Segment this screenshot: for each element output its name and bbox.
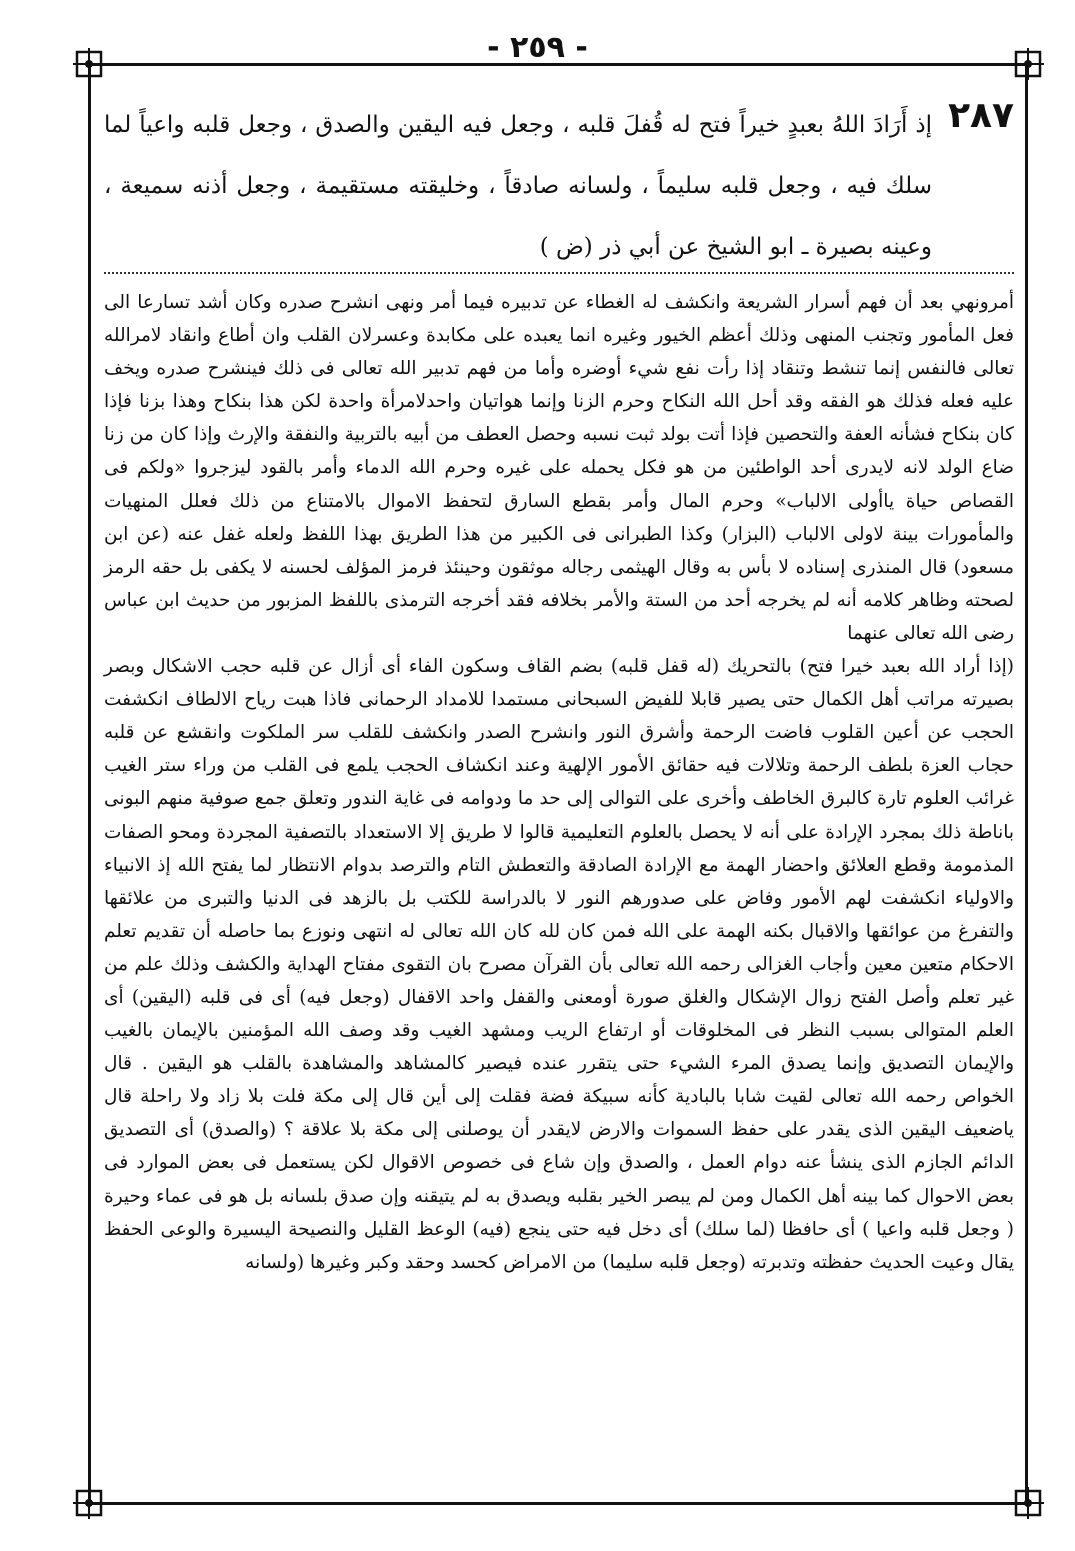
commentary-paragraph: (إذا أراد الله بعبد خيرا فتح) بالتحريك (له قفل قلبه) بضم القاف وسكون الفاء أى أزال عن قلبه حجب الاشكال وبصر بصيرته مراتب أهل الكمال حتى يصير قابلا للفيض السبحانى مستمدا للامداد الرحمانى فاذا هبت رياح الالطاف انكشفت الحجب عن أعين القلوب فاضت الرحمة وأشرق النور وانشرح الصدر وانكشف للقلب سر الملكوت وانقشع عن قلبه حجاب العزة بلطف الرحمة وتلالات فيه حقائق الأمور الإلهية وعند انكشاف الحجب يلمع فى القلب من وراء ستر الغيب غرائب العلوم تارة كالبرق الخاطف وأخرى على التوالى إلى حد ما ودوامه فى غاية الندور وتعلق جمع صوفية منهم البونى باناطة ذلك بمجرد الإرادة على أنه لا يحصل بالعلوم التعليمية قالوا لا طريق إلا الاستعداد بالتصفية المجردة ومحو الصفات المذمومة وقطع العلائق واحضار الهمة مع الإرادة الصادقة والتعطش التام والترصد بدوام الانتظار لما يفتح الله إذ الانبياء والاولياء انكشفت لهم الأمور وفاض على صدورهم النور لا بالدراسة للكتب بل بالزهد فى الدنيا والتبرى من علائقها والتفرغ من عوائقها والاقبال بكنه الهمة على الله فمن كان لله كان الله تعالى له انتهى ونوزع بما حاصله أن تقديم تعلم الاحكام متعين معين وأجاب الغزالى رحمه الله تعالى بأن القرآن مصرح بان التقوى مفتاح الهداية والكشف وذلك علم من غير تعلم وأصل الفتح زوال الإشكال والغلق صورة أومعنى والقفل واحد الاقفال (وجعل فيه) أى فى قلبه (اليقين) أى العلم المتوالى بسبب النظر فى المخلوقات أو ارتفاع الريب ومشهد الغيب وقد وصف الله المؤمنين بالإيمان بالغيب والإيمان التصديق وإنما يصدق المرء الشيء حتى يتقرر عنده فيصير كالمشاهد والمشاهدة بالقلب هو اليقين . قال الخواص رحمه الله تعالى لقيت شابا بالبادية كأنه سبيكة فضة فقلت إلى أين قال إلى مكة فلت بلا زاد ولا راحلة قال ياضعيف اليقين الذى يقدر على حفظ السموات والارض لايقدر أن يوصلنى إلى مكة بلا علاقة ؟ (والصدق) أى التصديق الدائم الجازم الذى ينشأ عنه دوام العمل ، والصدق وإن شاع فى خصوص الاقوال لكن يستعمل فى بعض الموارد فى بعض الاحوال كما بينه أهل الكمال ومن لم يبصر الخير بقلبه ويصدق به لم يتيقنه وإن صدق بلسانه بل هو فى عماء وحيرة ( وجعل قلبه واعيا ) أى حافظا (لما سلك) أى دخل فيه حتى ينجع (فيه) الوعظ القليل والنصيحة اليسيرة والوعى الحفظ يقال وعيت الحديث حفظته وتدبرته (وجعل قلبه سليما) من الامراض كحسد وحقد وكبر وغيرها (ولسانه <box>104 656 1014 1273</box>
frame-bottom-rule <box>88 1502 1028 1505</box>
page-number: - ٢٥٩ - <box>487 30 588 65</box>
hadith-text: إذ أَرَادَ اللهُ بعبدٍ خيراً فتح له قُفلَ قلبه ، وجعل فيه اليقين والصدق ، وجعل قلبه واعياً لما سلك فيه ، وجعل قلبه سليماً ، ولسانه صادقاً ، وخليقته مستقيمة ، وجعل أذنه سميعة ، وعينه بصيرة ـ ابو الشيخ عن أبي ذر (ض ) <box>104 112 932 260</box>
ornament-top-right-icon <box>1010 46 1046 82</box>
commentary <box>104 286 1014 1279</box>
commentary-paragraph: أمرونهي بعد أن فهم أسرار الشريعة وانكشف له الغطاء عن تدبيره فيما أمر ونهى انشرح صدره وكان أشد تسارعا الى فعل المأمور وتجنب المنهى وذلك أعظم الخيور وغيره انما يعبده على مكابدة وعسرلان القلب وان أطاع وانقاد لامرالله تعالى فالنفس إنما تنشط وتنقاد إذا رأت نفع شيء أوضره وأما من فهم تدبير الله تعالى فى ذلك فينشرح صدره ويخف عليه فعله فذلك هو الفقه وقد أحل الله النكاح وحرم الزنا وإنما هواتيان واحدلامرأة واحدة لكن هذا بنكاح وهذا بزنا فإذا كان بنكاح فشأنه العفة والتحصين فإذا أتت بولد ثبت نسبه وحصل العطف من أبيه بالتربية والنفقة والإرث وإذا كان من زنا ضاع الولد لانه لايدرى أحد الواطئين من هو فكل يحمله على غيره وحرم الله الدماء وأمر بالقود ليزجروا «ولكم فى القصاص حياة ياأولى الالباب» وحرم المال وأمر بقطع السارق لتحفظ الاموال بالامتناع من ذلك فعلل المنهيات والمأمورات بينة لاولى الالباب (البزار) وكذا الطبرانى فى الكبير من هذا الطريق بهذا اللفظ ولعله غفل عنه (عن ابن مسعود) قال المنذرى إسناده لا بأس به وقال الهيثمى رجاله موثقون وحينئذ فرمز المؤلف لحسنه لا يكفى بل حقه الرمز لصحته وظاهر كلامه أنه لم يخرجه أحد من الستة والأمر بخلافه فقد أخرجه الترمذى باللفظ المزبور من حديث ابن عباس رضى الله تعالى عنهما <box>104 292 1014 644</box>
section-divider <box>104 272 1014 274</box>
ornament-top-left-icon <box>71 46 107 82</box>
ornament-bottom-left-icon <box>71 1485 107 1521</box>
hadith-block <box>104 95 1014 278</box>
frame-top-rule <box>88 63 1028 66</box>
ornament-bottom-right-icon <box>1010 1485 1046 1521</box>
hadith-number: ٢٨٧ <box>948 95 1014 136</box>
